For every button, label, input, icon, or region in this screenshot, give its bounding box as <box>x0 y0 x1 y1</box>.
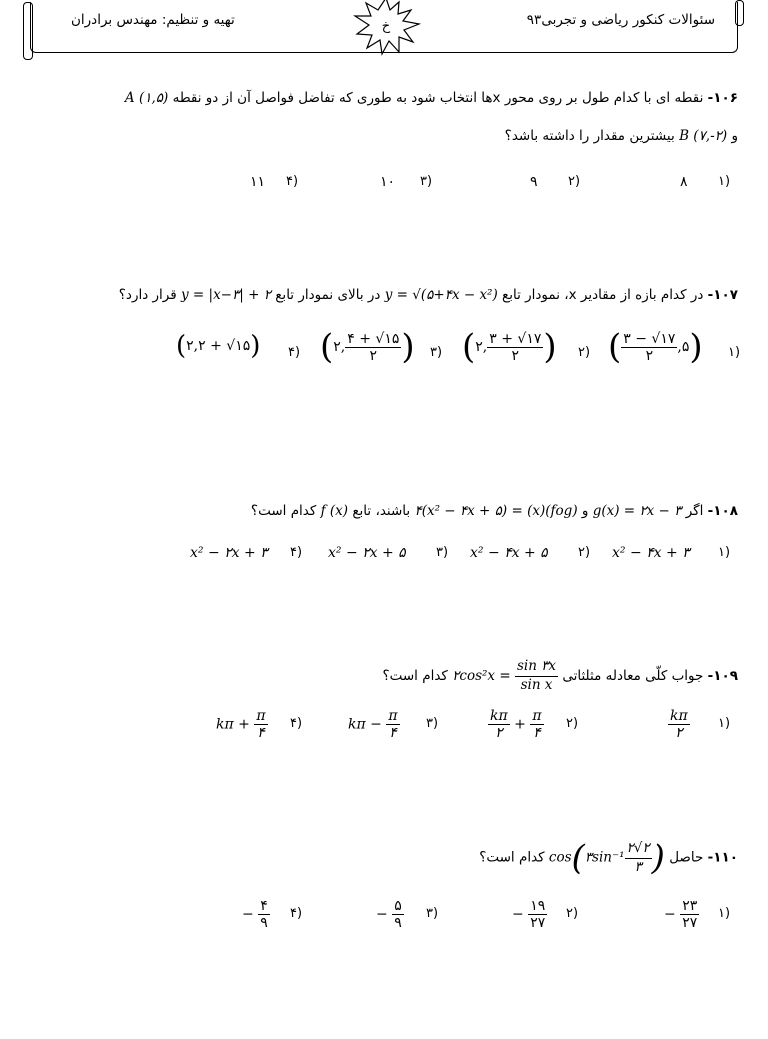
option-label[interactable]: ۱) <box>718 174 731 189</box>
question-text-3: کدام است؟ <box>250 503 317 519</box>
option-label[interactable]: ۳) <box>420 174 433 189</box>
equation-fraction: $\frac{\sin ۳x}{\text{sin x}}$ <box>516 658 557 693</box>
question-number: ۱۰۸- <box>707 503 738 519</box>
option-value[interactable]: x² − ۲x + ۵ <box>328 545 406 561</box>
series-badge-icon <box>349 0 423 56</box>
badge-letter: خ <box>381 19 391 34</box>
conjunction: و <box>731 128 738 144</box>
option-value[interactable]: ۹ <box>530 174 538 190</box>
question-107 <box>24 287 738 305</box>
question-text-2: کدام است؟ <box>479 849 545 866</box>
question-text: حاصل <box>669 849 704 866</box>
option-value[interactable]: ( $\frac{۳ - √۱۷}{۲}$ ,۵) <box>608 327 703 367</box>
option-label[interactable]: ۲) <box>578 345 591 360</box>
option-label[interactable]: ۳) <box>426 716 439 731</box>
point-b: B (۷,-۲) <box>679 128 728 144</box>
option-label[interactable]: ۱) <box>718 716 731 731</box>
question-106 <box>24 90 738 152</box>
question-text-2: کدام است؟ <box>382 668 448 685</box>
option-label[interactable]: ۲) <box>568 174 581 189</box>
option-label[interactable]: ۲) <box>566 716 579 731</box>
function-2: y = |x−۳| + ۲ <box>181 287 271 303</box>
option-value[interactable]: ۱۱ <box>250 174 266 190</box>
option-label[interactable]: ۴) <box>286 174 299 189</box>
question-109 <box>24 658 738 694</box>
option-value[interactable]: x² − ۲x + ۳ <box>190 545 268 561</box>
equation-rhs: = ۲cos²x <box>452 668 511 685</box>
option-label[interactable]: ۴) <box>290 906 303 921</box>
option-value[interactable]: ۸ <box>680 174 688 190</box>
question-text-2: در بالای نمودار تابع <box>275 287 381 303</box>
option-value[interactable]: − $\frac{۴}{۹}$ <box>242 898 268 931</box>
option-label[interactable]: ۲) <box>566 906 579 921</box>
f-function: f (x) <box>320 503 349 519</box>
option-value[interactable]: (۲, $\frac{۳ + √۱۷}{۲}$ ) <box>462 327 557 367</box>
option-value[interactable]: − $\frac{۵}{۹}$ <box>376 898 402 931</box>
question-text-2: باشند، تابع <box>352 503 411 519</box>
author-credit: تهیه و تنظیم: مهندس برادران <box>71 12 235 28</box>
option-label[interactable]: ۱) <box>728 345 741 360</box>
question-110 <box>24 838 738 879</box>
option-value[interactable]: $\frac{k\pi}{۲}$ + $\frac{\pi}{۴}$ <box>490 708 542 741</box>
option-value[interactable]: kπ − $\frac{\pi}{۴}$ <box>348 708 398 741</box>
option-label[interactable]: ۴) <box>290 545 303 560</box>
question-text: نقطه ای با کدام طول بر روی محور xها انتخاب شود به طوری که تفاضل فواصل آن از دو نقطه <box>172 90 704 106</box>
option-label[interactable]: ۳) <box>430 345 443 360</box>
option-value[interactable]: − $\frac{۱۹}{۲۷}$ <box>512 898 546 931</box>
option-value[interactable]: (۲,۲ + √۱۵) <box>176 331 261 361</box>
question-108 <box>24 503 738 521</box>
expression: cos(۳sin⁻¹ $\frac{۲√۲}{۳}$ ) <box>548 838 665 879</box>
composite-function: (fog)(x) = ۴(x² − ۴x + ۵) <box>414 503 578 519</box>
option-value[interactable]: kπ + $\frac{\pi}{۴}$ <box>216 708 266 741</box>
question-text-2: بیشترین مقدار را داشته باشد؟ <box>504 128 675 144</box>
question-number: ۱۱۰- <box>707 849 738 866</box>
option-value[interactable]: $\frac{k\pi}{۲}$ <box>670 708 688 741</box>
point-a: A (۱,۵) <box>124 90 169 106</box>
question-number: ۱۰۷- <box>707 287 738 303</box>
question-number: ۱۰۶- <box>707 90 738 106</box>
option-label[interactable]: ۲) <box>578 545 591 560</box>
option-value[interactable]: ۱۰ <box>380 174 396 190</box>
question-text-3: قرار دارد؟ <box>118 287 177 303</box>
option-value[interactable]: x² − ۴x + ۳ <box>612 545 690 561</box>
question-number: ۱۰۹- <box>707 668 738 685</box>
option-label[interactable]: ۴) <box>288 345 301 360</box>
option-value[interactable]: x² − ۴x + ۵ <box>470 545 548 561</box>
question-text: در کدام بازه از مقادیر x، نمودار تابع <box>502 287 704 303</box>
option-label[interactable]: ۱) <box>718 545 731 560</box>
function-1: y = √(۵+۴x − x²) <box>384 287 498 303</box>
g-function: g(x) = ۲x − ۳ <box>592 503 682 519</box>
option-label[interactable]: ۳) <box>426 906 439 921</box>
option-label[interactable]: ۳) <box>436 545 449 560</box>
exam-title: سئوالات کنکور ریاضی و تجربی۹۳ <box>526 12 715 28</box>
conjunction: و <box>581 503 589 519</box>
option-value[interactable]: (۲, $\frac{۴ + √۱۵}{۲}$ ) <box>320 327 415 367</box>
option-value[interactable]: − $\frac{۲۳}{۲۷}$ <box>664 898 698 931</box>
question-text: اگر <box>685 503 704 519</box>
question-text: جواب کلّی معادله مثلثاتی <box>562 668 704 685</box>
option-label[interactable]: ۴) <box>290 716 303 731</box>
option-label[interactable]: ۱) <box>718 906 731 921</box>
